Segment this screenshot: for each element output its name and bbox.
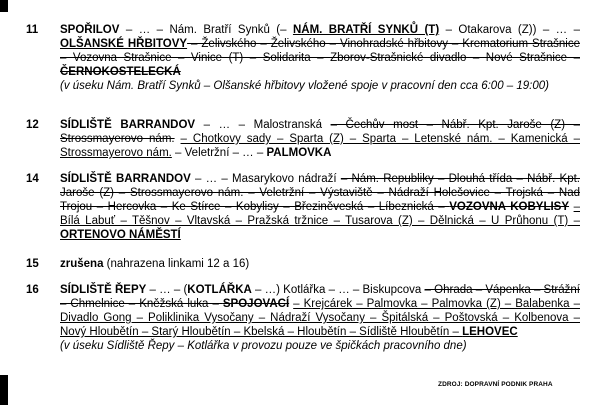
route-segment: VOZOVNA KOBYLISY [449, 201, 570, 213]
route-segment: – Čechův most – Nábř. Kpt. Jaroše (Z) – Strossmayerovo nám. [60, 119, 580, 145]
route-segment: KOTLÁŘKA [187, 284, 252, 296]
route-segment: – Veletržní – … – [171, 147, 267, 159]
route-description [60, 257, 580, 271]
route-segment: – Bílá Labuť – Těšnov – Vltavská – Pražská tržnice – Tusarova (Z) – Dělnická – U Průhonu (T) – [60, 201, 580, 227]
route-segment: NÁM. BRATŘÍ SYNKŮ (T) [292, 24, 440, 36]
route-segment: – Chotkovy sady – Sparta (Z) – Sparta – Letenské nám. – Kamenická – Strossmayerovo nám. [60, 133, 580, 159]
route-description [60, 172, 580, 242]
route-description [60, 118, 580, 160]
route-segment: – Krejcárek – Palmovka – Palmovka (Z) – Balabenka – Divadlo Gong – Poliklinika Vysočany – Nádraží Vysočany – Špitálská – Poštovská – Kolbenova – Nový Hloubětín – Starý Hloubětín – Kbelská – Hloubětín – Sídliště Hloubětín – [60, 298, 580, 338]
route-note: (v úseku Nám. Bratří Synků – Olšanské hřbitovy vložené spoje v pracovní den cca 6:00 – 19:00) [60, 80, 549, 92]
route-number: 16 [26, 284, 39, 296]
route-segment: SÍDLIŠTĚ BARRANDOV [60, 173, 191, 185]
route-segment: – …) Kotlářka – … – Biskupcova [251, 284, 425, 296]
route-11 [26, 23, 586, 93]
slide-edge-marker-top [0, 0, 8, 12]
route-segment: – … – Masarykovo nádraží [190, 173, 341, 185]
route-number: 14 [26, 173, 39, 185]
route-segment: SPOŘILOV [60, 24, 120, 36]
route-segment: PALMOVKA [266, 147, 332, 159]
route-segment: SÍDLIŠTĚ ŘEPY [60, 284, 147, 296]
route-segment: ORTENOVO NÁMĚSTÍ [60, 229, 181, 241]
route-description [60, 23, 580, 93]
slide-edge-marker-bottom [0, 375, 8, 405]
route-segment: ČERNOKOSTELECKÁ [60, 66, 181, 78]
source-credit: ZDROJ: DOPRAVNÍ PODNIK PRAHA [438, 381, 553, 388]
route-number: 11 [26, 24, 39, 36]
route-segment: – … – ( [146, 284, 188, 296]
route-description [60, 283, 580, 353]
route-segment: LEHOVEC [462, 326, 518, 338]
route-segment: – Nám. Republiky – Dlouhá třída – Nábř. Kpt. Jaroše (Z) – Strossmayerovo nám. – Veletržní – Výstaviště – Nádraží Holešovice – Trojská – Nad Trojou – Hercovka – Ke Stírce – Kobylisy – Březiněveská – Líbeznická – [60, 173, 580, 213]
route-segment: OLŠANSKÉ HŘBITOVY [60, 38, 188, 50]
route-segment: – Otakarova (Z)) – … – [439, 24, 580, 36]
route-12 [26, 118, 586, 160]
route-segment: – Ohrada – Vápenka – Strážní – Chmelnice – Kněžská luka – [60, 284, 580, 310]
route-segment: zrušena [60, 258, 104, 270]
route-number: 15 [26, 258, 39, 270]
route-segment: SÍDLIŠTĚ BARRANDOV [60, 119, 196, 131]
route-segment: SPOJOVACÍ [222, 298, 290, 310]
route-segment: (nahrazena linkami 12 a 16) [103, 258, 250, 270]
route-segment: – Želivského – Želivského – Vinohradské hřbitovy – Krematorium Strašnice – Vozovna Strašnice – Vinice (T) – Solidarita – Zborov-Strašnické divadlo – Nové Strašnice – [60, 38, 580, 64]
route-segment: – … – Nám. Bratří Synků (– [119, 24, 293, 36]
route-segment: – … – Malostranská [195, 119, 331, 131]
route-16 [26, 283, 586, 353]
route-number: 12 [26, 119, 39, 131]
route-note: (v úseku Sídliště Řepy – Kotlářka v provozu pouze ve špičkách pracovního dne) [60, 340, 467, 352]
route-15 [26, 257, 586, 271]
route-14 [26, 172, 586, 242]
